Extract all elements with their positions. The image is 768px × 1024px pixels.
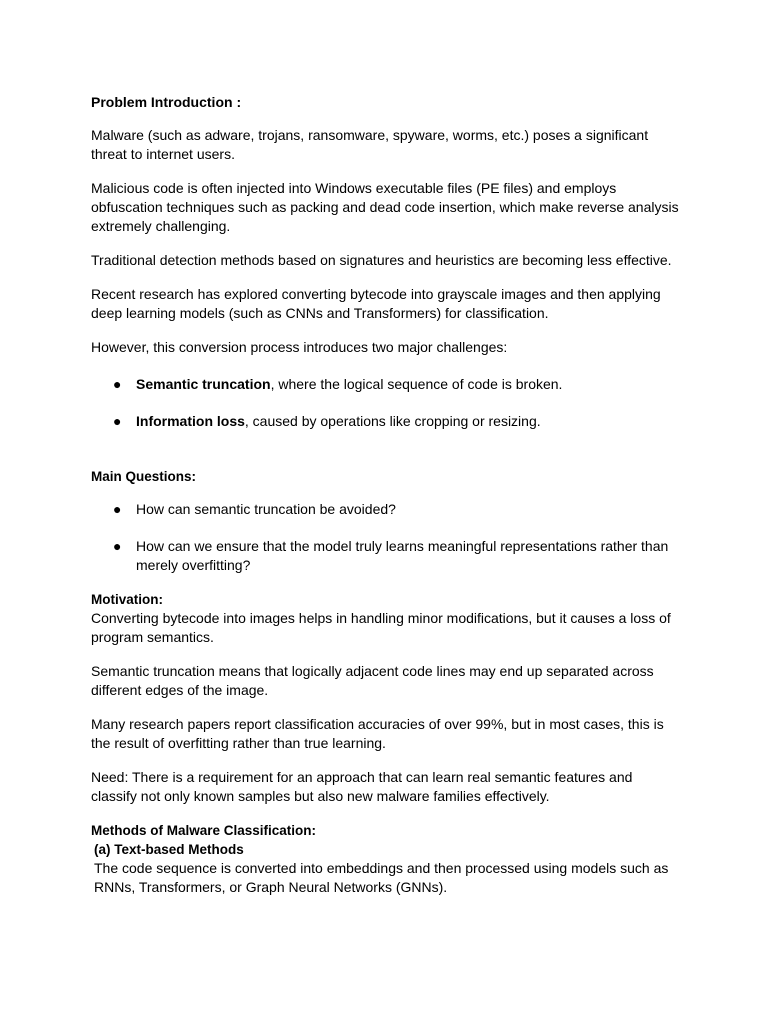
main-questions-heading: Main Questions: <box>91 469 197 484</box>
motivation-section <box>91 590 682 806</box>
intro-paragraph: Traditional detection methods based on signatures and heuristics are becoming less effective. <box>91 252 672 268</box>
motivation-paragraph: Many research papers report classification accuracies of over 99%, but in most cases, this is the result of overfitting rather than true learning. <box>91 716 664 751</box>
motivation-paragraph: Semantic truncation means that logically adjacent code lines may end up separated across different edges of the image. <box>91 663 654 698</box>
bullet-icon: ● <box>113 376 122 392</box>
question-text: How can we ensure that the model truly learns meaningful representations rather than merely overfitting? <box>136 538 669 573</box>
bullet-icon: ● <box>113 501 122 517</box>
methods-paragraph: The code sequence is converted into embeddings and then processed using models such as RNNs, Transformers, or Graph Neural Networks (GNNs). <box>94 860 669 895</box>
challenges-list <box>91 375 682 431</box>
bullet-icon: ● <box>113 413 122 429</box>
challenge-term: Information loss <box>136 413 245 429</box>
page-title: Problem Introduction : <box>91 94 242 110</box>
bullet-icon: ● <box>113 538 122 554</box>
methods-heading: Methods of Malware Classification: <box>91 823 317 838</box>
intro-paragraph: Malware (such as adware, trojans, ransomware, spyware, worms, etc.) poses a significant threat to internet users. <box>91 127 649 162</box>
motivation-paragraph: Need: There is a requirement for an approach that can learn real semantic features and classify not only known samples but also new malware families effectively. <box>91 769 633 804</box>
intro-paragraph: However, this conversion process introduces two major challenges: <box>91 339 508 355</box>
list-item <box>91 412 682 431</box>
methods-section <box>91 821 682 897</box>
question-text: How can semantic truncation be avoided? <box>136 501 396 517</box>
challenge-description: , caused by operations like cropping or resizing. <box>244 413 541 429</box>
intro-paragraph: Recent research has explored converting bytecode into grayscale images and then applying deep learning models (such as CNNs and Transformers) for classification. <box>91 286 661 321</box>
list-item <box>91 375 682 394</box>
intro-paragraph: Malicious code is often injected into Windows executable files (PE files) and employs obfuscation techniques such as packing and dead code insertion, which make reverse analysis extremely challenging. <box>91 180 679 234</box>
main-questions-list <box>91 500 682 575</box>
challenge-description: , where the logical sequence of code is broken. <box>270 376 563 392</box>
motivation-heading: Motivation: <box>91 592 163 607</box>
list-item <box>91 500 682 519</box>
motivation-paragraph: Converting bytecode into images helps in handling minor modifications, but it causes a loss of program semantics. <box>91 610 671 645</box>
methods-subheading: (a) Text-based Methods <box>94 842 244 857</box>
list-item <box>91 537 682 575</box>
challenge-term: Semantic truncation <box>136 376 271 392</box>
